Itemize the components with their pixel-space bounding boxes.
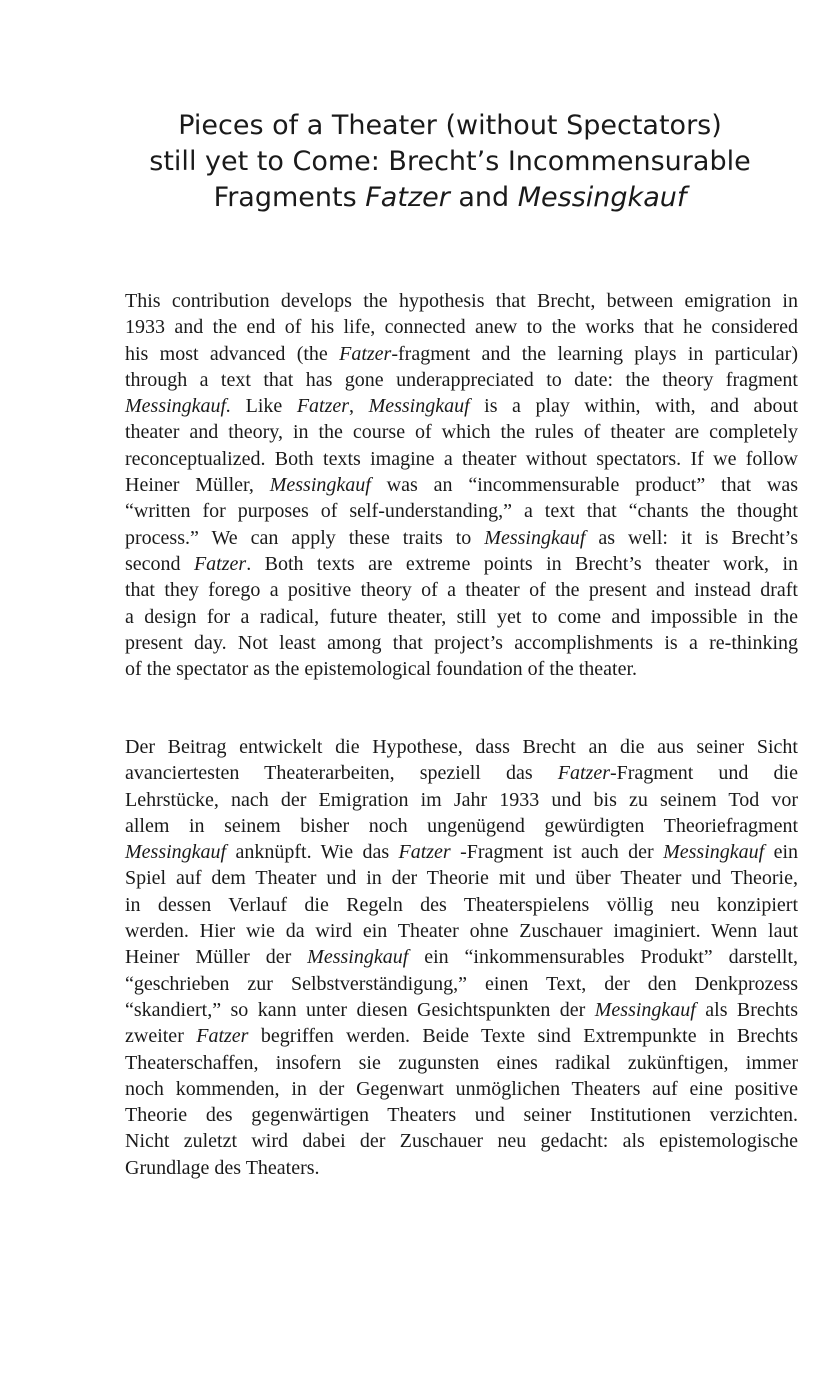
text-line: Messingkauf anknüpft. Wie das Fatzer -Fragment ist auch der Messingkauf ein	[125, 841, 798, 864]
text-line: allem in seinem bisher noch ungenügend gewürdigten Theoriefragment	[125, 814, 798, 837]
text-line: second Fatzer. Both texts are extreme points in Brecht’s theater work, in	[125, 552, 799, 575]
title-line-3	[100, 180, 800, 216]
text-line: Heiner Müller der Messingkauf ein “inkommensurables Produkt” darstellt,	[125, 946, 798, 969]
italic-title: Fatzer	[339, 342, 392, 365]
article-title	[100, 108, 800, 216]
italic-title: Fatzer	[193, 552, 247, 575]
italic-title: Messingkauf	[368, 395, 470, 418]
text-line: present day. Not least among that project’s accomplishments is a re-thinking	[125, 631, 798, 654]
text-line: 1933 and the end of his life, connected anew to the works that he considered	[125, 316, 798, 339]
text-line: through a text that has gone underappreciated to date: the theory fragment	[125, 368, 798, 391]
title-line-3-part-c: and	[449, 182, 518, 213]
text-line: “skandiert,” so kann unter diesen Gesichtspunkten der Messingkauf als Brechts	[125, 998, 799, 1021]
text-line: Nicht zuletzt wird dabei der Zuschauer neu gedacht: als epistemologische	[125, 1130, 798, 1153]
text-line: Theorie des gegenwärtigen Theaters und seiner Institutionen verzichten.	[125, 1104, 798, 1127]
abstract-english	[125, 288, 798, 682]
title-fatzer: Fatzer	[365, 182, 450, 213]
italic-title: Messingkauf	[663, 841, 765, 864]
abstract-german	[125, 734, 798, 1181]
text-line: noch kommenden, in der Gegenwart unmöglichen Theaters auf eine positive	[125, 1077, 798, 1100]
italic-title: Messingkauf	[307, 946, 409, 969]
italic-title: Messingkauf	[125, 841, 227, 864]
italic-title: Messingkauf	[594, 998, 696, 1021]
text-line: Spiel auf dem Theater und in der Theorie mit und über Theater und Theorie,	[125, 867, 798, 890]
text-line: theater and theory, in the course of which the rules of theater are completely	[125, 421, 798, 444]
title-messingkauf: Messingkauf	[517, 182, 687, 213]
text-line: Messingkauf. Like Fatzer, Messingkauf is a play within, with, and about	[125, 395, 798, 418]
title-line-1: Pieces of a Theater (without Spectators)	[178, 110, 722, 141]
text-line: “geschrieben zur Selbstverständigung,” einen Text, der den Denkprozess	[125, 972, 798, 995]
text-line: process.” We can apply these traits to Messingkauf as well: it is Brecht’s	[125, 526, 798, 549]
italic-title: Fatzer	[557, 762, 610, 785]
text-line: a design for a radical, future theater, still yet to come and impossible in the	[125, 605, 798, 628]
text-line: werden. Hier wie da wird ein Theater ohne Zuschauer imaginiert. Wenn laut	[125, 920, 798, 943]
text-line: Lehrstücke, nach der Emigration im Jahr 1933 und bis zu seinem Tod vor	[125, 788, 798, 811]
italic-title: Fatzer	[398, 841, 451, 864]
text-line: Der Beitrag entwickelt die Hypothese, dass Brecht an die aus seiner Sicht	[125, 736, 798, 758]
text-line: of the spectator as the epistemological foundation of the theater.	[125, 658, 638, 681]
text-line: reconceptualized. Both texts imagine a theater without spectators. If we follow	[125, 447, 798, 470]
text-line: “written for purposes of self-understanding,” a text that “chants the thought	[125, 500, 798, 523]
text-line: zweiter Fatzer begriffen werden. Beide Texte sind Extrempunkte in Brechts	[125, 1025, 798, 1048]
italic-title: Messingkauf	[484, 526, 586, 549]
text-line: Theaterschaffen, insofern sie zugunsten eines radikal zukünftigen, immer	[125, 1051, 798, 1074]
text-line: that they forego a positive theory of a theater of the present and instead draft	[125, 579, 798, 602]
text-line: his most advanced (the Fatzer-fragment and the learning plays in particular)	[125, 342, 798, 365]
title-line-3-part-a: Fragments	[213, 182, 366, 213]
italic-title: Fatzer	[296, 395, 350, 418]
title-line-2: still yet to Come: Brecht’s Incommensurable	[149, 146, 751, 177]
italic-title: Messingkauf.	[125, 395, 232, 418]
text-line: This contribution develops the hypothesis that Brecht, between emigration in	[125, 290, 798, 312]
italic-title: Fatzer	[196, 1025, 249, 1048]
text-line: avanciertesten Theaterarbeiten, speziell das Fatzer-Fragment und die	[125, 762, 798, 785]
text-line: in dessen Verlauf die Regeln des Theaterspielens völlig neu konzipiert	[125, 893, 798, 916]
text-line: Heiner Müller, Messingkauf was an “incommensurable product” that was	[125, 474, 798, 497]
italic-title: Messingkauf	[269, 474, 371, 497]
text-line: Grundlage des Theaters.	[125, 1156, 320, 1179]
